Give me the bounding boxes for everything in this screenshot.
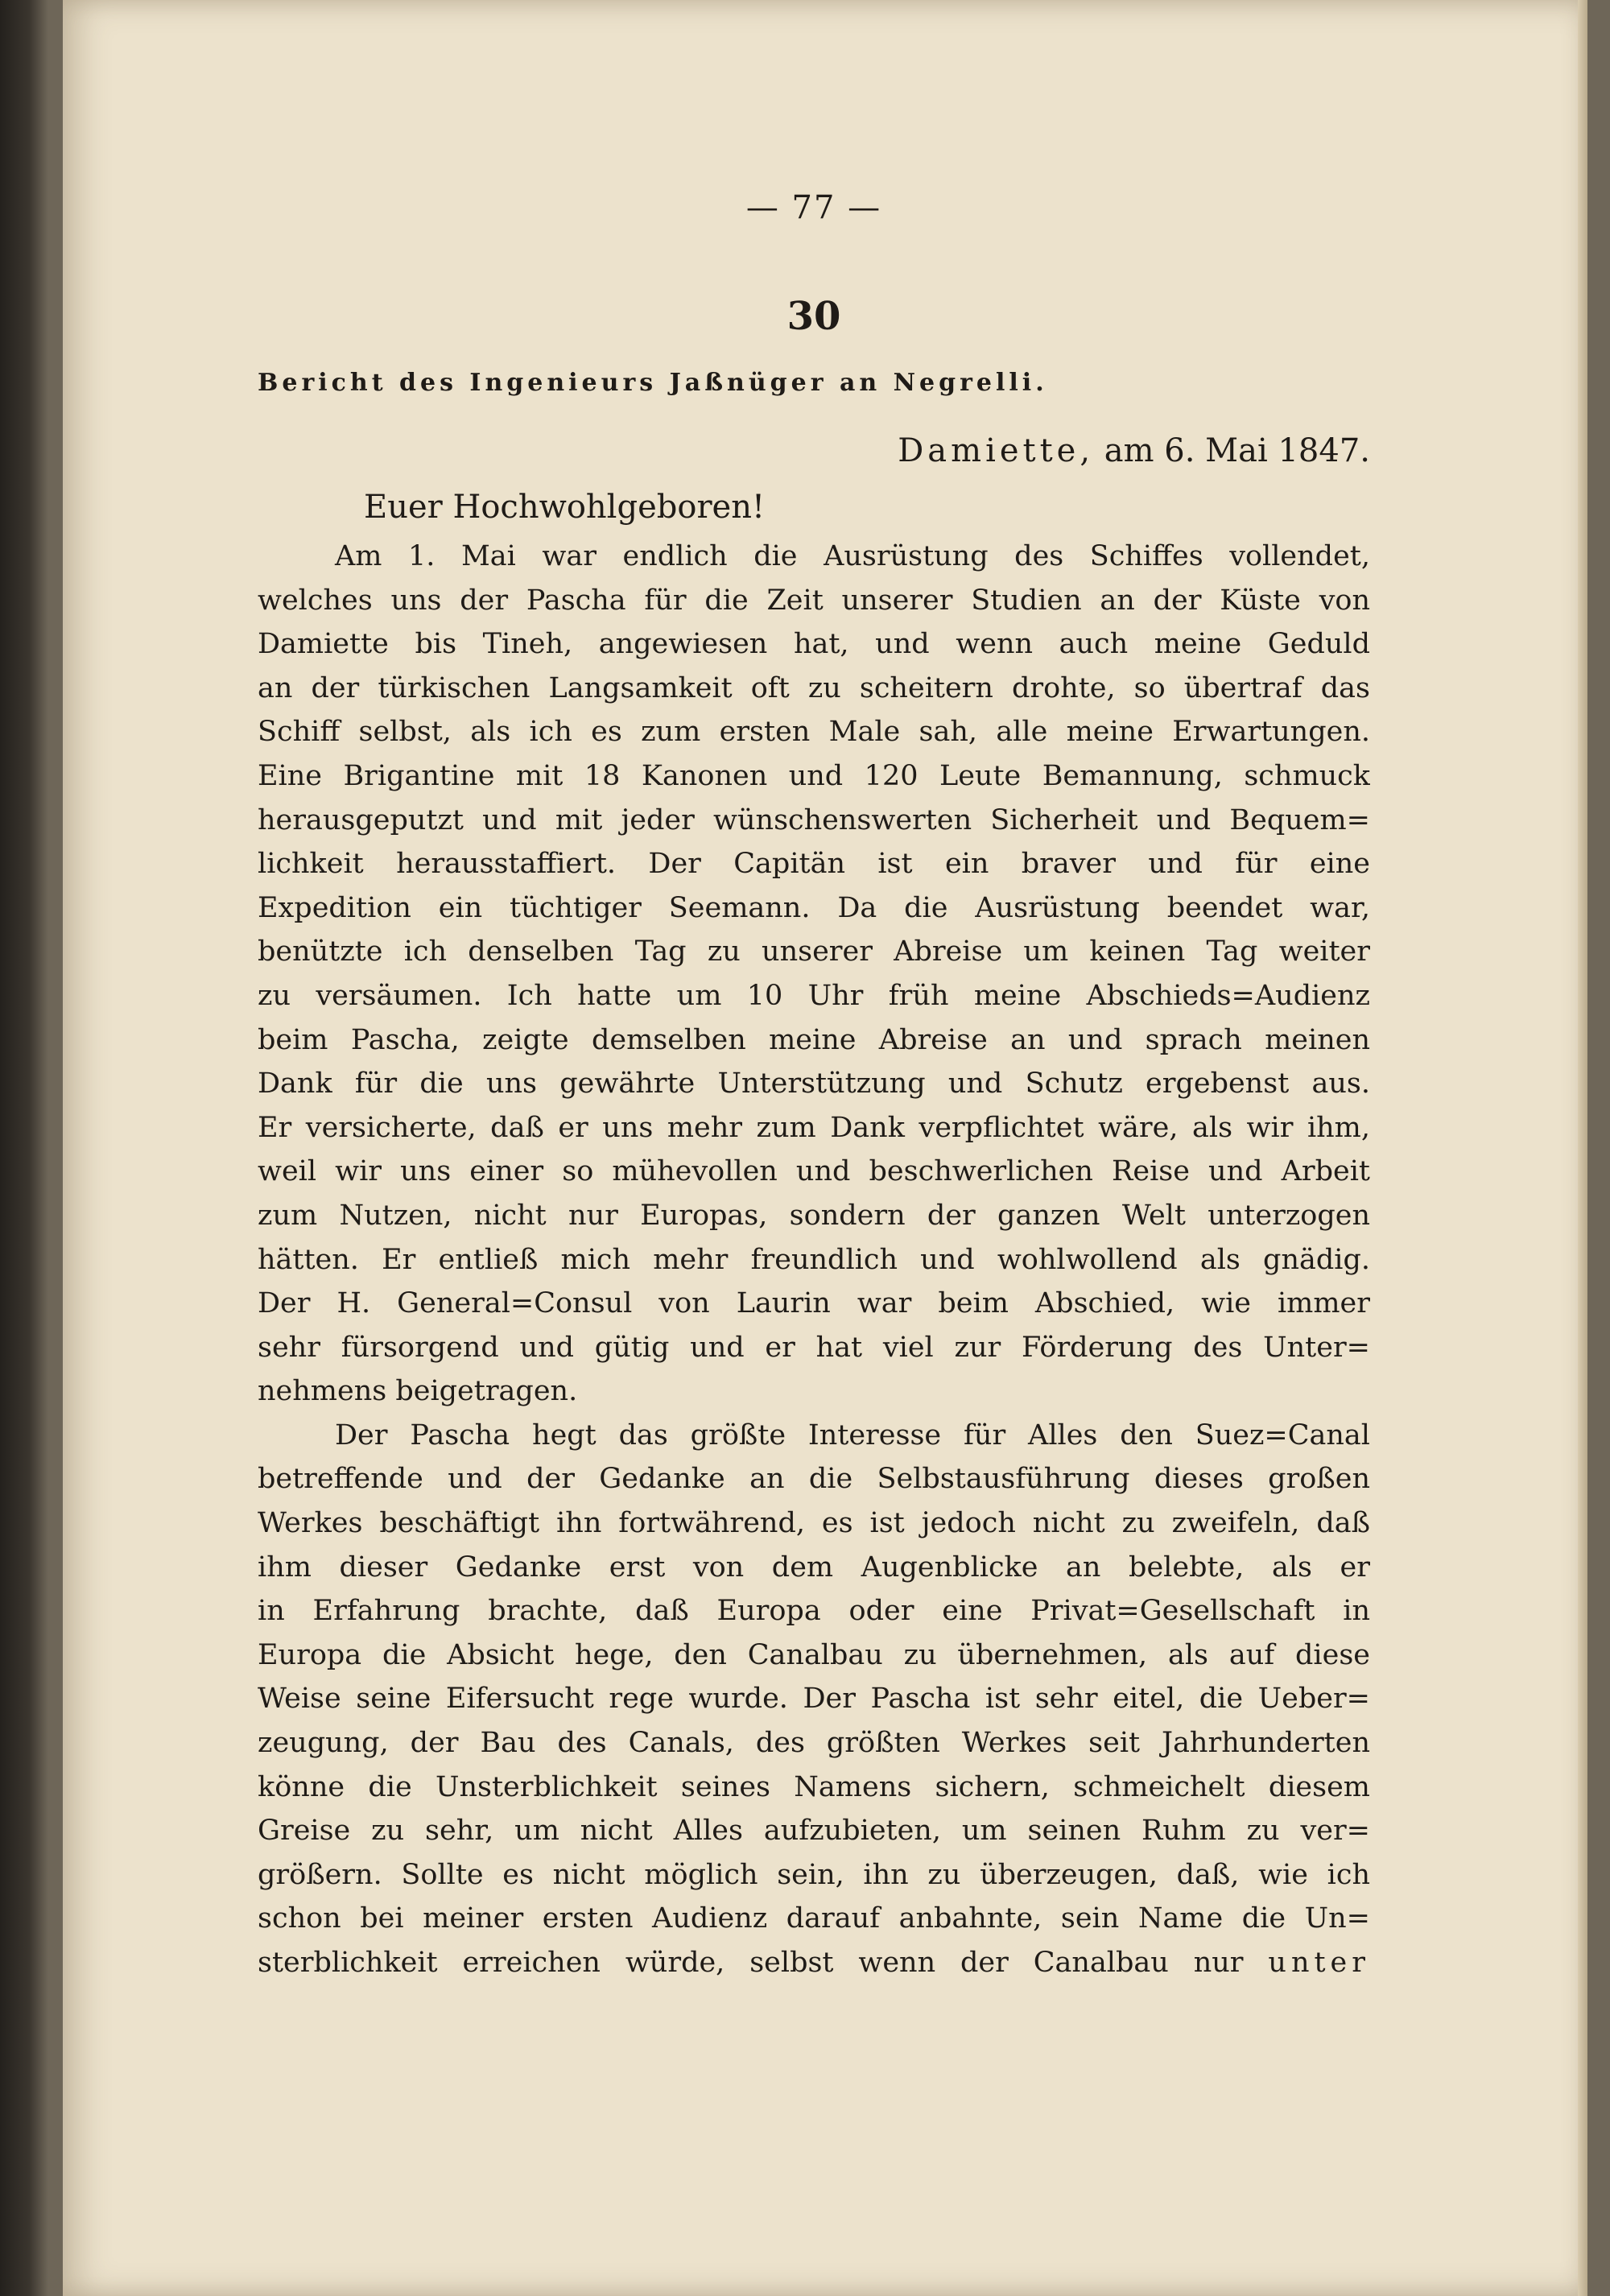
text-line: welches uns der Pascha für die Zeit unserer Studien an der Küste von (258, 584, 1370, 617)
text-line: Expedition ein tüchtiger Seemann. Da die Ausrüstung beendet war, (258, 891, 1370, 924)
page-number: — 77 — (745, 189, 882, 226)
text-line: Europa die Absicht hege, den Canalbau zu übernehmen, als auf diese (258, 1638, 1370, 1671)
page-edge (1578, 0, 1587, 2296)
text-line: Schiff selbst, als ich es zum ersten Male sah, alle meine Erwartungen. (258, 716, 1370, 749)
text-line: schon bei meiner ersten Audienz darauf anbahnte, sein Name die Un= (258, 1902, 1370, 1935)
spaced-last-word: unter (1268, 1947, 1370, 1979)
text-line: größern. Sollte es nicht möglich sein, ihn zu überzeugen, daß, wie ich (258, 1858, 1370, 1891)
text-line: weil wir uns einer so mühevollen und beschwerlichen Reise und Arbeit (258, 1155, 1370, 1188)
text-line: zu versäumen. Ich hatte um 10 Uhr früh meine Abschieds=Audienz (258, 979, 1370, 1012)
salutation: Euer Hochwohlgeboren! (364, 489, 766, 526)
text-line: Werkes beschäftigt ihn fortwährend, es ist jedoch nicht zu zweifeln, daß (258, 1507, 1370, 1540)
paragraph-1 (258, 535, 1370, 1414)
dateline-date: am 6. Mai 1847. (1104, 432, 1370, 469)
text-line: Der H. General=Consul von Laurin war beim Abschied, wie immer (258, 1287, 1370, 1320)
text-line: Eine Brigantine mit 18 Kanonen und 120 Leute Bemannung, schmuck (258, 759, 1370, 792)
text-line: an der türkischen Langsamkeit oft zu scheitern drohte, so übertraf das (258, 671, 1370, 704)
paragraph-2 (258, 1414, 1370, 1985)
dateline (258, 428, 1370, 473)
book-binding-shadow (0, 0, 48, 2296)
text-line: Damiette bis Tineh, angewiesen hat, und wenn auch meine Geduld (258, 628, 1370, 661)
dateline-place: Damiette, (898, 432, 1095, 469)
text-line: betreffende und der Gedanke an die Selbstausführung dieses großen (258, 1463, 1370, 1496)
text-line: Der Pascha hegt das größte Interesse für Alles den Suez=Canal (335, 1418, 1370, 1452)
text-line: lichkeit herausstaffiert. Der Capitän ist ein braver und für eine (258, 848, 1370, 881)
page-content (258, 185, 1370, 1985)
document-number: 30 (786, 294, 841, 339)
text-line: zeugung, der Bau des Canals, des größten Werkes seit Jahrhunderten (258, 1727, 1370, 1760)
text-line: in Erfahrung brachte, daß Europa oder eine Privat=Gesellschaft in (258, 1595, 1370, 1628)
text-line: Er versicherte, daß er uns mehr zum Dank verpflichtet wäre, als wir ihm, (258, 1111, 1370, 1144)
book-page (63, 0, 1587, 2296)
text-line: zum Nutzen, nicht nur Europas, sondern der ganzen Welt unterzogen (258, 1199, 1370, 1232)
text-line: könne die Unsterblichkeit seines Namens sichern, schmeichelt diesem (258, 1770, 1370, 1803)
text-line: benützte ich denselben Tag zu unserer Abreise um keinen Tag weiter (258, 935, 1370, 968)
text-line: ihm dieser Gedanke erst von dem Augenblicke an belebte, als er (258, 1551, 1370, 1584)
text-line: nehmens beigetragen. (258, 1375, 578, 1408)
text-line: Dank für die uns gewährte Unterstützung und Schutz ergebenst aus. (258, 1067, 1370, 1101)
text-line: sterblichkeit erreichen würde, selbst wenn der Canalbau nur unter (258, 1947, 1370, 1979)
text-line: Am 1. Mai war endlich die Ausrüstung des Schiffes vollendet, (335, 540, 1370, 572)
document-heading: Bericht des Ingenieurs Jaßnüger an Negrelli. (258, 369, 1048, 397)
text-line: hätten. Er entließ mich mehr freundlich und wohlwollend als gnädig. (258, 1243, 1370, 1276)
text-line: Weise seine Eifersucht rege wurde. Der Pascha ist sehr eitel, die Ueber= (258, 1683, 1370, 1716)
text-line: beim Pascha, zeigte demselben meine Abreise an und sprach meinen (258, 1023, 1370, 1056)
text-line: sehr fürsorgend und gütig und er hat viel zur Förderung des Unter= (258, 1331, 1370, 1364)
text-line: herausgeputzt und mit jeder wünschenswerten Sicherheit und Bequem= (258, 803, 1370, 836)
text-line: Greise zu sehr, um nicht Alles aufzubieten, um seinen Ruhm zu ver= (258, 1815, 1370, 1848)
